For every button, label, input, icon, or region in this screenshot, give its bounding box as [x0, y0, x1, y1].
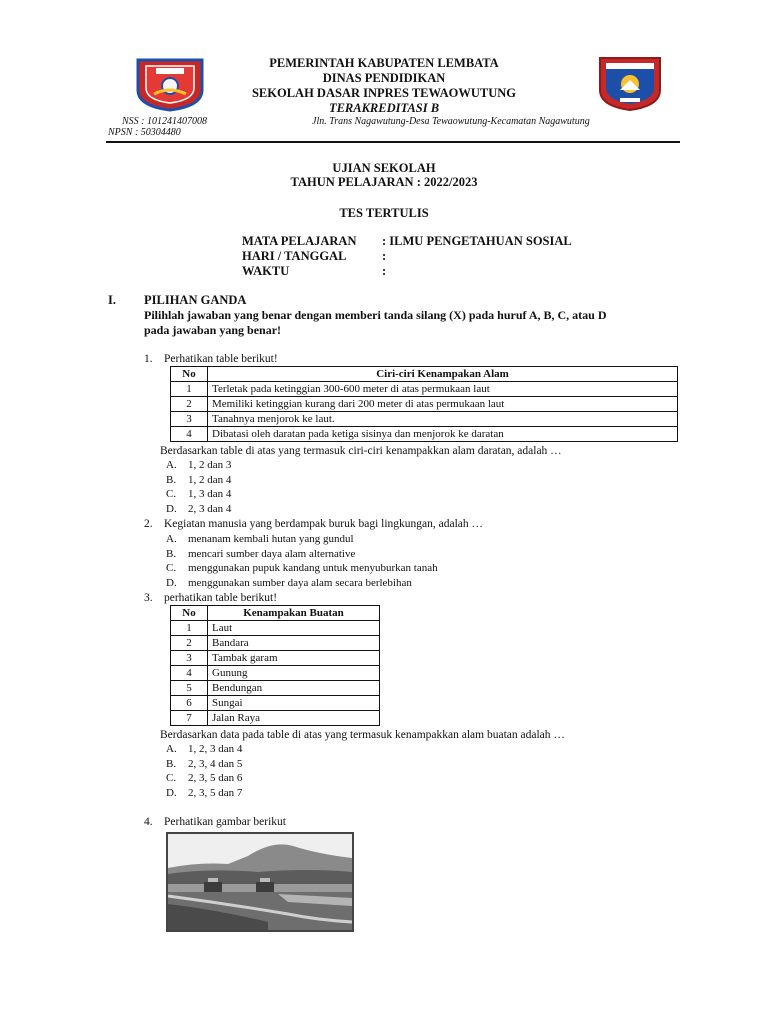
field-value-subject: : ILMU PENGETAHUAN SOSIAL: [382, 234, 572, 248]
q4-number: 4.: [144, 816, 153, 828]
q3-row-no: 2: [171, 636, 208, 651]
option-letter: C.: [166, 772, 177, 784]
q3-row-text: Sungai: [208, 696, 380, 711]
nss-text: NSS : 101241407008: [122, 116, 207, 127]
option-text: menggunakan sumber daya alam secara berlebihan: [188, 576, 412, 589]
q3-header-no: No: [171, 606, 208, 621]
q3-row-no: 4: [171, 666, 208, 681]
option-letter: C.: [166, 488, 177, 500]
q4-picture: [166, 832, 354, 932]
q3-row-no: 7: [171, 711, 208, 726]
q1-row-no: 2: [171, 397, 208, 412]
kop-accreditation: TERAKREDITASI B: [328, 101, 440, 115]
q1-row-no: 1: [171, 382, 208, 397]
option-d[interactable]: [166, 576, 438, 591]
option-letter: B.: [166, 757, 177, 770]
q3-table-header: [171, 606, 380, 621]
npsn-text: NPSN : 50304480: [108, 127, 181, 138]
q1-header-title: Ciri-ciri Kenampakan Alam: [208, 367, 678, 382]
q3-number: 3.: [144, 592, 153, 604]
option-a[interactable]: [166, 742, 242, 757]
option-a[interactable]: [166, 458, 231, 473]
q2-text: Kegiatan manusia yang berdampak buruk bagi lingkungan, adalah …: [164, 518, 484, 530]
option-text: 1, 2 dan 4: [188, 473, 232, 486]
q1-row-no: 3: [171, 412, 208, 427]
table-row: [171, 427, 678, 442]
section-number: I.: [108, 293, 116, 307]
address-text: Jln. Trans Nagawutung-Desa Tewaowutung-Kecamatan Nagawutung: [312, 116, 590, 127]
q3-options: [166, 742, 242, 800]
option-text: 1, 2, 3 dan 4: [188, 743, 243, 755]
table-row: [171, 382, 678, 397]
q4-text: Perhatikan gambar berikut: [164, 816, 286, 828]
option-text: 2, 3, 5 dan 7: [188, 786, 243, 799]
q3-header-title: Kenampakan Buatan: [208, 606, 380, 621]
q1-row-text: Terletak pada ketinggian 300-600 meter di atas permukaan laut: [208, 382, 678, 397]
option-d[interactable]: [166, 786, 242, 801]
option-c[interactable]: [166, 771, 242, 786]
option-a[interactable]: [166, 532, 438, 547]
section-title: PILIHAN GANDA: [144, 293, 247, 307]
q3-row-text: Laut: [208, 621, 380, 636]
option-text: menanam kembali hutan yang gundul: [188, 533, 354, 545]
q1-table-header: [171, 367, 678, 382]
option-text: 2, 3, 4 dan 5: [188, 757, 243, 770]
q2-number: 2.: [144, 518, 153, 530]
option-letter: D.: [166, 502, 177, 515]
field-label-date: HARI / TANGGAL: [242, 249, 347, 263]
table-row: [171, 636, 380, 651]
q1-row-no: 4: [171, 427, 208, 442]
option-text: 2, 3 dan 4: [188, 502, 232, 515]
exam-year: TAHUN PELAJARAN : 2022/2023: [290, 175, 478, 189]
option-text: 1, 2 dan 3: [188, 459, 232, 471]
option-letter: B.: [166, 473, 177, 486]
q3-row-text: Bendungan: [208, 681, 380, 696]
table-row: [171, 621, 380, 636]
option-letter: A.: [166, 459, 177, 471]
option-d[interactable]: [166, 502, 231, 517]
option-text: 2, 3, 5 dan 6: [188, 772, 243, 784]
q1-question: Berdasarkan table di atas yang termasuk ciri-ciri kenampakkan alam daratan, adalah …: [160, 445, 562, 457]
table-row: [171, 397, 678, 412]
q1-row-text: Tanahnya menjorok ke laut.: [208, 412, 678, 427]
exam-title: UJIAN SEKOLAH: [332, 161, 436, 175]
q3-text: perhatikan table berikut!: [164, 592, 278, 604]
instruction-line-1: Pilihlah jawaban yang benar dengan memberi tanda silang (X) pada huruf A, B, C, atau D: [144, 308, 607, 322]
q3-row-no: 3: [171, 651, 208, 666]
q3-table: [170, 605, 380, 726]
option-text: 1, 3 dan 4: [188, 488, 232, 500]
q3-row-text: Gunung: [208, 666, 380, 681]
q1-text: Perhatikan table berikut!: [164, 353, 278, 365]
q3-row-text: Tambak garam: [208, 651, 380, 666]
option-b[interactable]: [166, 473, 231, 488]
q3-row-no: 1: [171, 621, 208, 636]
q1-row-text: Dibatasi oleh daratan pada ketiga sisinya dan menjorok ke daratan: [208, 427, 678, 442]
option-text: menggunakan pupuk kandang untuk menyuburkan tanah: [188, 562, 438, 574]
option-letter: D.: [166, 786, 177, 799]
option-b[interactable]: [166, 547, 438, 562]
q1-table: [170, 366, 678, 442]
field-value-time: :: [382, 264, 387, 278]
q1-row-text: Memiliki ketinggian kurang dari 200 meter di atas permukaan laut: [208, 397, 678, 412]
table-row: [171, 412, 678, 427]
q2-options: [166, 532, 438, 590]
header-divider: [106, 141, 680, 143]
option-letter: A.: [166, 743, 177, 755]
option-letter: A.: [166, 533, 177, 545]
kop-line-3: SEKOLAH DASAR INPRES TEWAOWUTUNG: [251, 86, 517, 100]
q3-row-text: Jalan Raya: [208, 711, 380, 726]
q3-row-no: 5: [171, 681, 208, 696]
field-label-time: WAKTU: [242, 264, 290, 278]
exam-type: TES TERTULIS: [339, 206, 429, 220]
table-row: [171, 666, 380, 681]
table-row: [171, 711, 380, 726]
option-b[interactable]: [166, 757, 242, 772]
option-c[interactable]: [166, 487, 231, 502]
q3-row-no: 6: [171, 696, 208, 711]
kop-line-2: DINAS PENDIDIKAN: [322, 71, 446, 85]
table-row: [171, 651, 380, 666]
option-letter: B.: [166, 547, 177, 560]
q3-question: Berdasarkan data pada table di atas yang termasuk kenampakkan alam buatan adalah …: [160, 729, 565, 741]
field-label-subject: MATA PELAJARAN: [242, 234, 357, 248]
option-letter: C.: [166, 562, 177, 574]
table-row: [171, 681, 380, 696]
option-text: mencari sumber daya alam alternative: [188, 547, 356, 560]
q1-header-no: No: [171, 367, 208, 382]
option-c[interactable]: [166, 561, 438, 576]
instruction-line-2: pada jawaban yang benar!: [144, 323, 282, 337]
field-value-date: :: [382, 249, 387, 263]
q1-number: 1.: [144, 353, 153, 365]
kop-line-1: PEMERINTAH KABUPATEN LEMBATA: [269, 56, 499, 70]
q1-options: [166, 458, 231, 516]
q3-row-text: Bandara: [208, 636, 380, 651]
table-row: [171, 696, 380, 711]
option-letter: D.: [166, 576, 177, 589]
